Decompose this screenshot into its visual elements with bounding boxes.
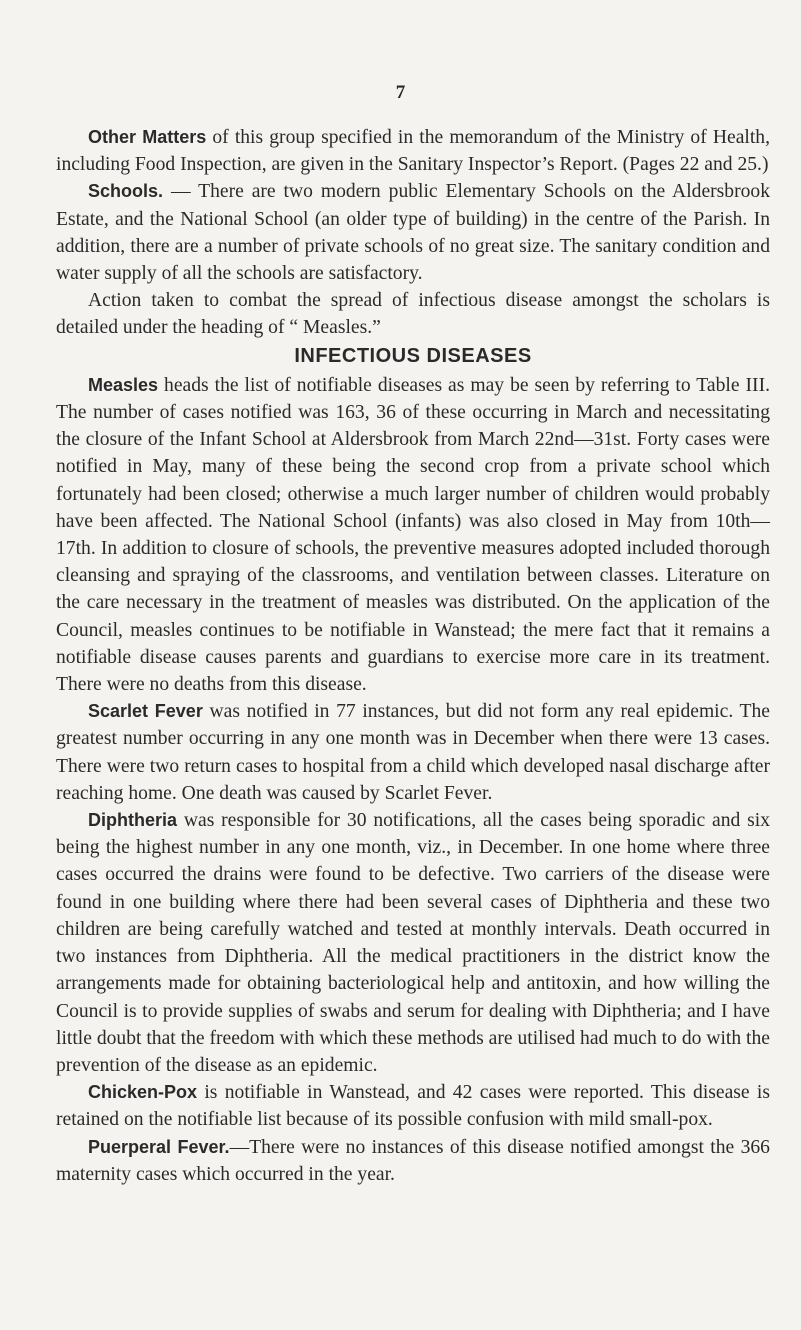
paragraph-text: was responsible for 30 notifications, all the cases being sporadic and six being the highest number in any one month, viz., in December. In one home where three cases occurred the drains were found to be defective. Two carriers of the disease were found in one building where there had been several cases of Diphtheria and these two children are being carefully watched and tested at monthly intervals. Death occurred in two instances from Diphtheria. All the medical practitioners in the district know the arrangements made for obtaining bacteriological help and antitoxin, and how willing the Council is to provide supplies of swabs and serum for dealing with Diphtheria; and I have little doubt that the freedom with which these methods are utilised had much to do with the prevention of the disease as an epidemic. [56,810,770,1076]
run-in-heading: Other Matters [88,127,207,147]
paragraph-other-matters [56,124,770,178]
paragraph-chicken-pox [56,1079,770,1133]
paragraph-text: — There are two modern public Elementary Schools on the Aldersbrook Estate, and the National School (an older type of building) in the centre of the Parish. In addition, there are a number of private schools of no great size. The sanitary condition and water supply of all the schools are satisfactory. [56,181,770,285]
run-in-heading: Scarlet Fever [88,701,203,722]
paragraph-text: heads the list of notifiable diseases as may be seen by referring to Table III. The number of cases notified was 163, 36 of these occurring in March and necessitating the closure of the Infant School at Aldersbrook from March 22nd—31st. Forty cases were notified in May, many of these being the second crop from a private school which fortunately had been closed; otherwise a much larger number of children would probably have been affected. The National School (infants) was also closed in May from 10th—17th. In addition to closure of schools, the preventive measures adopted included thorough cleansing and spraying of the classrooms, and ventilation between classes. Literature on the care necessary in the treatment of measles was distributed. On the application of the Council, measles continues to be notifiable in Wanstead; the mere fact that it remains a notifiable disease causes parents and guardians to exercise more care in its treatment. There were no deaths from this disease. [56,374,770,696]
run-in-heading: Diphtheria [88,810,178,831]
paragraph-text: Action taken to combat the spread of infectious disease amongst the scholars is detailed under the heading of “ Measles.” [56,290,770,339]
paragraph-text: of this group specified in the memorandum of the Ministry of Health, including Food Inspection, are given in the Sanitary Inspector’s Report. (Pages 22 and 25.) [56,127,770,176]
paragraph-action-taken [56,287,770,341]
run-in-heading: Schools. [88,181,164,202]
run-in-heading: Measles [88,374,159,395]
page-number: 7 [395,82,406,103]
paragraph-puerperal-fever [56,1134,770,1188]
paragraph-scarlet-fever [56,698,770,807]
paragraph-text: was notified in 77 instances, but did not form any real epidemic. The greatest number occurring in any one month was in December when there were 13 cases. There were two return cases to hospital from a child which developed nasal discharge after reaching home. One death was caused by Scarlet Fever. [56,701,770,804]
paragraph-diphtheria [56,807,770,1079]
paragraph-schools [56,178,770,287]
paragraph-text: is notifiable in Wanstead, and 42 cases were reported. This disease is retained on the notifiable list because of its possible confusion with mild small-pox. [56,1082,770,1131]
paragraph-text: —There were no instances of this disease notified amongst the 366 maternity cases which occurred in the year. [56,1136,770,1185]
run-in-heading: Chicken-Pox [88,1082,198,1103]
body-text [56,124,770,1188]
section-heading: INFECTIOUS DISEASES [294,344,532,367]
paragraph-measles [56,372,770,698]
run-in-heading: Puerperal Fever. [88,1136,230,1157]
